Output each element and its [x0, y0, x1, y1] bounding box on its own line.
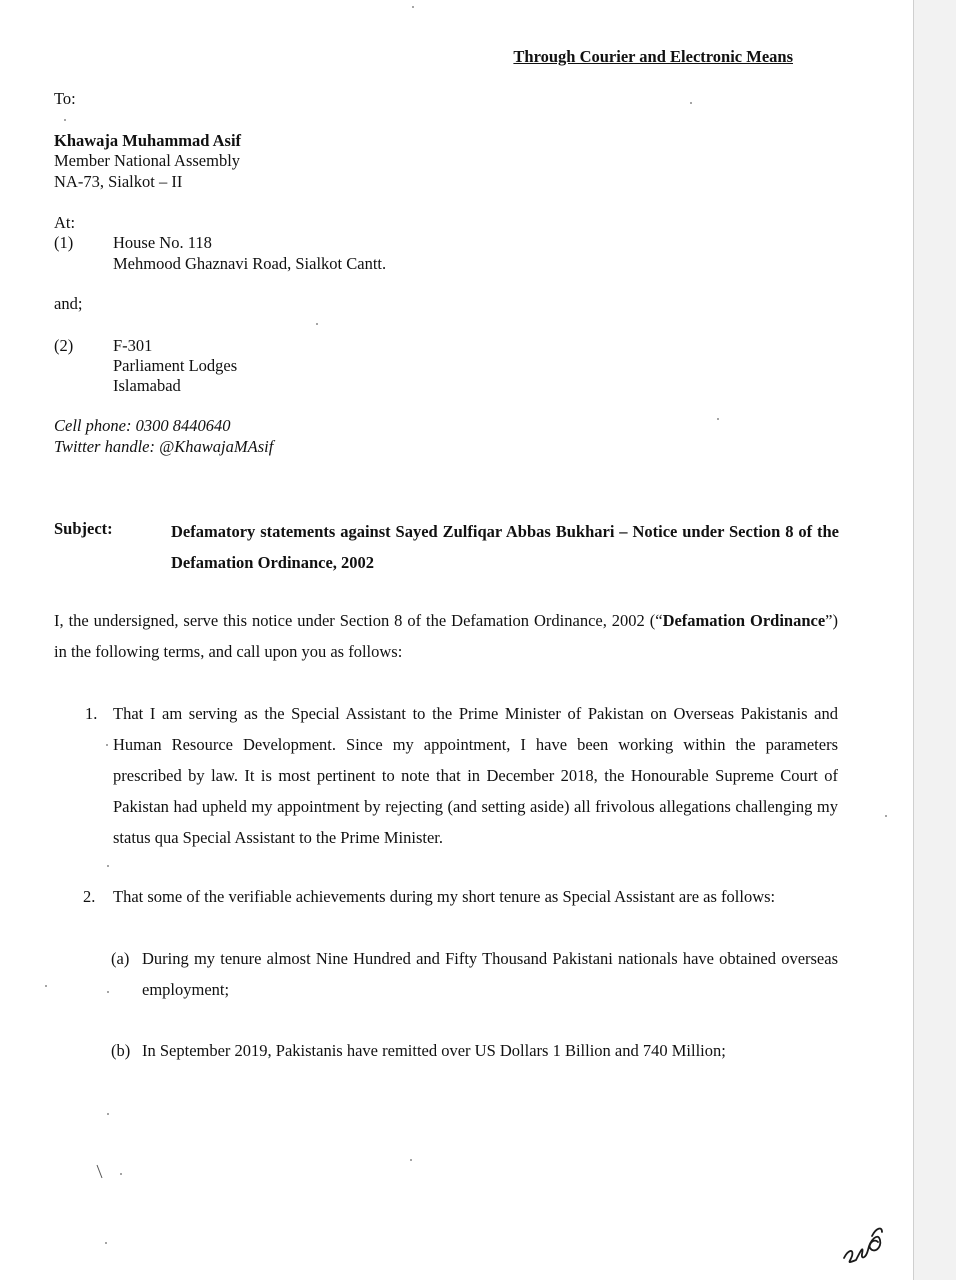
address2-line2: Parliament Lodges [113, 356, 238, 375]
item-b-text: In September 2019, Pakistanis have remitted over US Dollars 1 Billion and 740 Million; [142, 1041, 726, 1060]
subject-text: Defamatory statements against Sayed Zulfiqar Abbas Bukhari – Notice under Section 8 of the Defamation Ordinance, 2002 [171, 522, 839, 572]
scan-speck [316, 323, 318, 325]
recipient-title: Member National Assembly [54, 151, 241, 170]
scan-speck [64, 119, 66, 121]
intro-defined-term: Defamation Ordinance [662, 611, 826, 630]
to-label: To: [54, 89, 76, 108]
scan-speck [717, 418, 719, 420]
scan-speck [45, 985, 47, 987]
scan-speck [412, 6, 414, 8]
scan-speck [107, 991, 109, 993]
scan-speck [107, 865, 109, 867]
scan-page-edge [913, 0, 956, 1280]
scan-speck [120, 1173, 122, 1175]
paragraph-2-text: That some of the verifiable achievements during my short tenure as Special Assistant are as follows: [113, 887, 776, 906]
address2-line3: Islamabad [113, 376, 181, 395]
intro-text-end: ”) in the following terms, and call upon you as follows: [54, 611, 838, 661]
recipient-constituency: NA-73, Sialkot – II [54, 172, 183, 191]
intro-text-start: I, the undersigned, serve this notice under Section 8 of the Defamation Ordinance, 2002 (“ [54, 611, 663, 630]
item-a-label: (a) [111, 949, 130, 968]
scan-speck [690, 102, 692, 104]
paragraph-1-number: 1. [85, 704, 98, 723]
and-label: and; [54, 294, 83, 313]
recipient-name: Khawaja Muhammad Asif [54, 131, 242, 150]
item-a-text: During my tenure almost Nine Hundred and Fifty Thousand Pakistani nationals have obtained overseas employment; [142, 949, 838, 999]
address1-line2: Mehmood Ghaznavi Road, Sialkot Cantt. [113, 254, 387, 273]
address1-line1: House No. 118 [113, 233, 212, 252]
intro-paragraph [54, 605, 838, 667]
cell-phone: Cell phone: 0300 8440640 [54, 416, 231, 435]
twitter-handle: Twitter handle: @KhawajaMAsif [54, 437, 274, 456]
scan-mark [95, 1164, 105, 1180]
paragraph-2-number: 2. [83, 887, 96, 906]
address1-number: (1) [54, 233, 74, 252]
scan-speck [106, 744, 108, 746]
item-b-label: (b) [111, 1041, 131, 1060]
at-label: At: [54, 213, 76, 232]
address2-line1: F-301 [113, 336, 153, 355]
delivery-method-header: Through Courier and Electronic Means [513, 47, 793, 66]
scan-speck [105, 1242, 107, 1244]
scan-speck [885, 815, 887, 817]
paragraph-1-text: That I am serving as the Special Assistant to the Prime Minister of Pakistan on Overseas Pakistanis and Human Resource Development. Since my appointment, I have been working within the parameters prescribed by law. It is most pertinent to note that in December 2018, the Honourable Supreme Court of Pakistan had upheld my appointment by rejecting (and setting aside) all frivolous allegations challenging my status qua Special Assistant to the Prime Minister. [113, 704, 838, 847]
scan-speck [410, 1159, 412, 1161]
scan-speck [107, 1113, 109, 1115]
subject-label: Subject: [54, 519, 113, 538]
handwritten-initials [838, 1218, 888, 1268]
address2-number: (2) [54, 336, 74, 355]
